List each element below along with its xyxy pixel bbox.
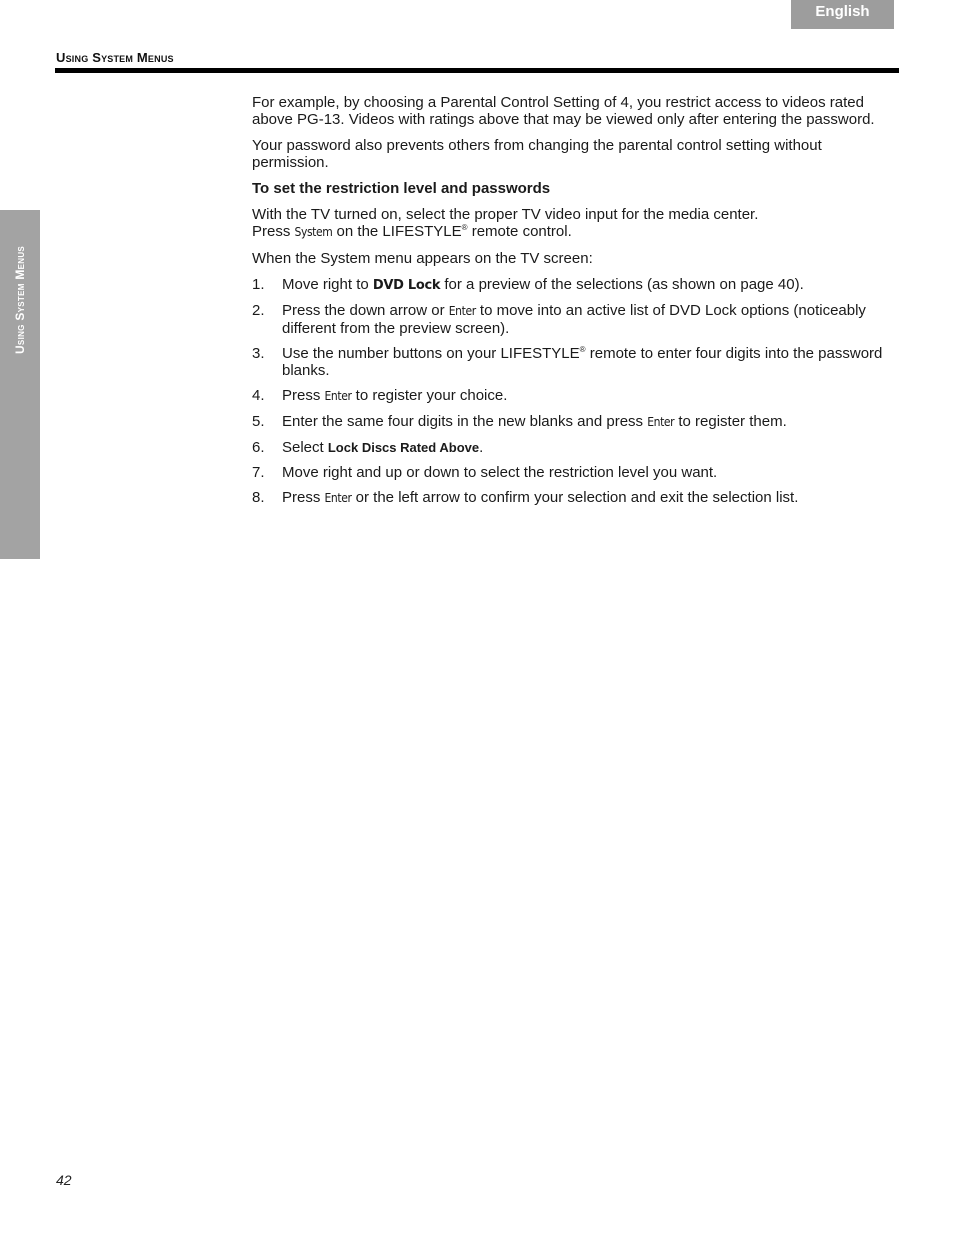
paragraph-menu-appears: When the System menu appears on the TV screen: [252,250,593,267]
step-item [252,439,898,456]
step-text: remote to enter four digits into the password blanks. [282,345,883,379]
step-item [252,345,898,379]
language-tab: English [791,0,894,29]
step-text: Enter the same four digits in the new blanks and press [282,413,648,430]
step-text: . [479,439,484,456]
step-text: to register them. [674,413,787,430]
lock-discs-menu-label: Lock Discs Rated Above [327,440,480,455]
step-item [252,489,898,507]
step-text: Press the down arrow or [282,302,449,319]
intro-remote-text: remote control. [467,223,572,240]
step-item [252,413,898,431]
step-text: to register your choice. [351,387,508,404]
paragraph-parental-example: For example, by choosing a Parental Control Setting of 4, you restrict access to videos rated above PG-13. Videos with ratings above that may be viewed only after entering the password. [252,94,875,128]
main-content [252,94,898,515]
enter-button-label: Enter [448,304,476,318]
paragraph-password-note: Your password also prevents others from changing the parental control setting without permission. [252,137,822,171]
step-item [252,464,898,481]
registered-mark: ® [461,223,468,232]
step-item [252,276,898,294]
step-text: Use the number buttons on your LIFESTYLE [282,345,580,362]
system-button-label: System [294,225,333,239]
step-number: 5. [252,413,265,430]
enter-button-label: Enter [647,415,675,429]
enter-button-label: Enter [324,389,352,403]
header-rule [55,68,899,73]
step-text: Press [282,387,325,404]
step-text: Press [282,489,325,506]
section-header-title: Using System Menus [56,50,174,65]
step-text: Move right and up or down to select the restriction level you want. [282,464,718,481]
registered-mark: ® [579,345,586,354]
side-tab-label: Using System Menus [13,245,27,355]
step-text: or the left arrow to confirm your selection and exit the selection list. [351,489,799,506]
step-text: Select [282,439,328,456]
step-text: for a preview of the selections (as shown on page 40). [440,276,804,293]
intro-on-the-text: on the LIFESTYLE [332,223,462,240]
step-number: 7. [252,464,265,481]
intro-line: With the TV turned on, select the proper TV video input for the media center. [252,206,759,223]
step-item [252,387,898,405]
steps-list [252,276,898,507]
paragraph-intro [252,206,898,241]
enter-button-label: Enter [324,491,352,505]
step-number: 3. [252,345,265,362]
step-number: 8. [252,489,265,506]
step-number: 1. [252,276,265,293]
step-item [252,302,898,337]
step-number: 4. [252,387,265,404]
dvd-lock-menu-label: DVD Lock [372,278,441,293]
page-number: 42 [56,1172,72,1188]
intro-press-text: Press [252,223,295,240]
procedure-heading: To set the restriction level and passwords [252,180,551,197]
step-number: 6. [252,439,265,456]
step-text: Move right to [282,276,373,293]
step-text: to move into an active list of DVD Lock options (noticeably different from the preview screen). [282,302,866,337]
step-number: 2. [252,302,265,319]
